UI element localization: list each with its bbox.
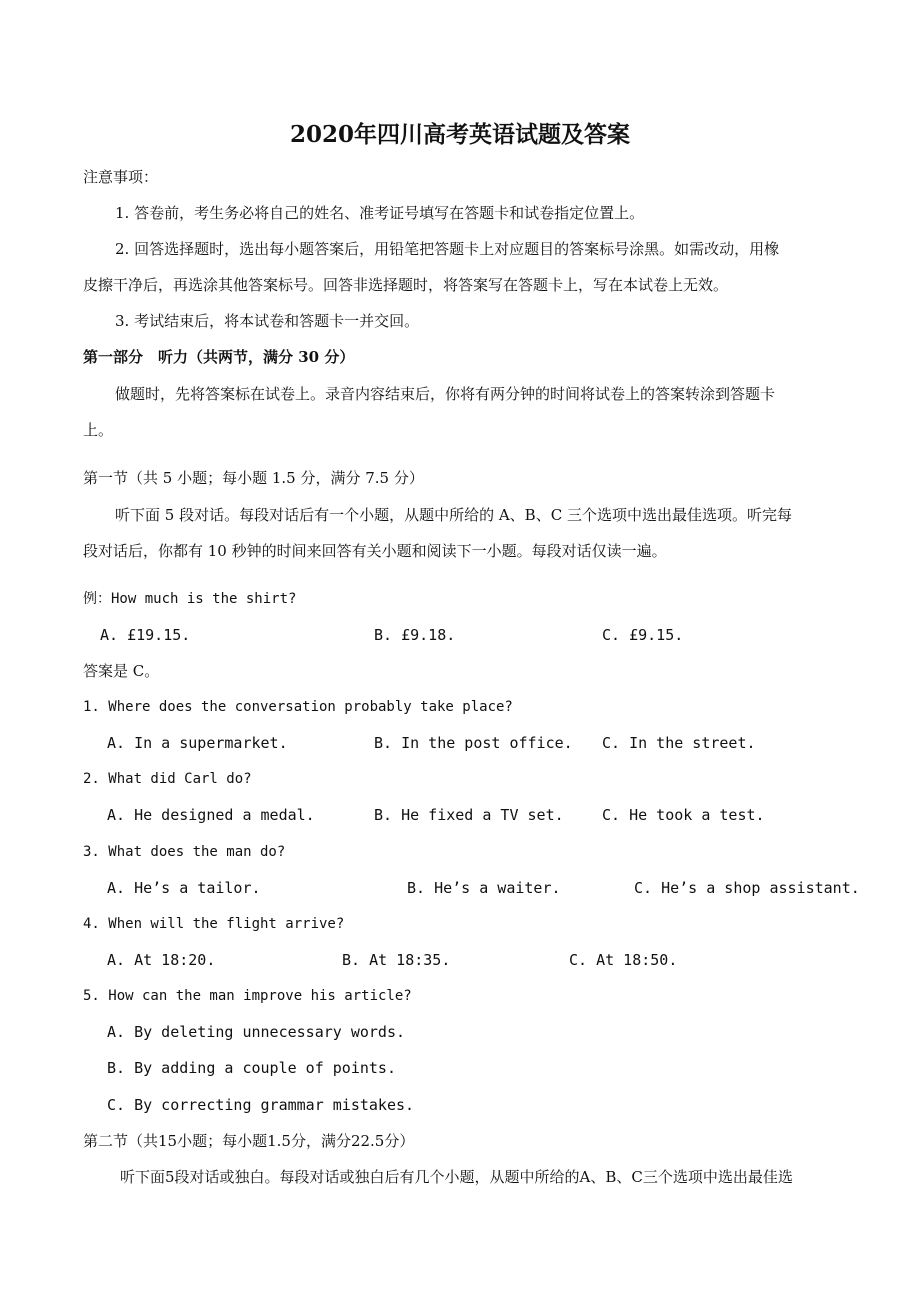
question-5-stem: 5. How can the man improve his article? bbox=[83, 988, 412, 1004]
question-1-stem: 1. Where does the conversation probably take place? bbox=[83, 699, 513, 715]
question-1-option-a: A. In a supermarket. bbox=[107, 734, 288, 752]
question-2-stem: 2. What did Carl do? bbox=[83, 771, 252, 787]
section2-heading: 第二节（共15小题；每小题1.5分，满分22.5分） bbox=[83, 1132, 415, 1150]
example-option-a: A. £19.15. bbox=[100, 626, 191, 644]
notice-item-2-line-1: 2. 回答选择题时，选出每小题答案后，用铅笔把答题卡上对应题目的答案标号涂黑。如需改动，用橡 bbox=[115, 240, 780, 258]
section1-intro-line-2: 段对话后，你都有 10 秒钟的时间来回答有关小题和阅读下一小题。每段对话仅读一遍。 bbox=[83, 542, 667, 560]
notice-item-1: 1. 答卷前，考生务必将自己的姓名、准考证号填写在答题卡和试卷指定位置上。 bbox=[115, 204, 645, 222]
question-3-option-c: C. He’s a shop assistant. bbox=[634, 879, 860, 897]
question-1-option-c: C. In the street. bbox=[602, 734, 756, 752]
notice-item-2-line-2: 皮擦干净后，再选涂其他答案标号。回答非选择题时，将答案写在答题卡上，写在本试卷上无效。 bbox=[83, 276, 729, 294]
example-answer: 答案是 C。 bbox=[83, 662, 160, 680]
question-3-option-b: B. He’s a waiter. bbox=[407, 879, 561, 897]
question-1-option-b: B. In the post office. bbox=[374, 734, 573, 752]
question-2-option-a: A. He designed a medal. bbox=[107, 806, 315, 824]
question-3-option-a: A. He’s a tailor. bbox=[107, 879, 261, 897]
question-5-option-c: C. By correcting grammar mistakes. bbox=[107, 1096, 415, 1114]
part1-intro-line-1: 做题时，先将答案标在试卷上。录音内容结束后，你将有两分钟的时间将试卷上的答案转涂到答题卡 bbox=[115, 385, 776, 403]
question-3-stem: 3. What does the man do? bbox=[83, 844, 286, 860]
section1-heading: 第一节（共 5 小题；每小题 1.5 分，满分 7.5 分） bbox=[83, 469, 424, 487]
section1-intro-line-1: 听下面 5 段对话。每段对话后有一个小题，从题中所给的 A、B、C 三个选项中选出最佳选项。听完每 bbox=[115, 506, 792, 524]
question-5-option-b: B. By adding a couple of points. bbox=[107, 1059, 396, 1077]
question-4-option-c: C. At 18:50. bbox=[569, 951, 678, 969]
section2-intro-line-1: 听下面5段对话或独白。每段对话或独白后有几个小题，从题中所给的A、B、C三个选项中选出最佳选 bbox=[120, 1168, 793, 1186]
part1-intro-line-2: 上。 bbox=[83, 421, 114, 439]
notice-heading: 注意事项： bbox=[83, 168, 159, 186]
question-4-option-b: B. At 18:35. bbox=[342, 951, 451, 969]
question-2-option-c: C. He took a test. bbox=[602, 806, 765, 824]
example-option-b: B. £9.18. bbox=[374, 626, 456, 644]
example-question: 例：How much is the shirt? bbox=[83, 591, 297, 607]
part1-heading: 第一部分 听力（共两节，满分 30 分） bbox=[83, 348, 355, 366]
example-option-c: C. £9.15. bbox=[602, 626, 684, 644]
page-title: 2020年四川高考英语试题及答案 bbox=[289, 121, 630, 148]
question-4-stem: 4. When will the flight arrive? bbox=[83, 916, 345, 932]
question-2-option-b: B. He fixed a TV set. bbox=[374, 806, 564, 824]
question-4-option-a: A. At 18:20. bbox=[107, 951, 216, 969]
notice-item-3: 3. 考试结束后，将本试卷和答题卡一并交回。 bbox=[115, 312, 420, 330]
question-5-option-a: A. By deleting unnecessary words. bbox=[107, 1023, 406, 1041]
